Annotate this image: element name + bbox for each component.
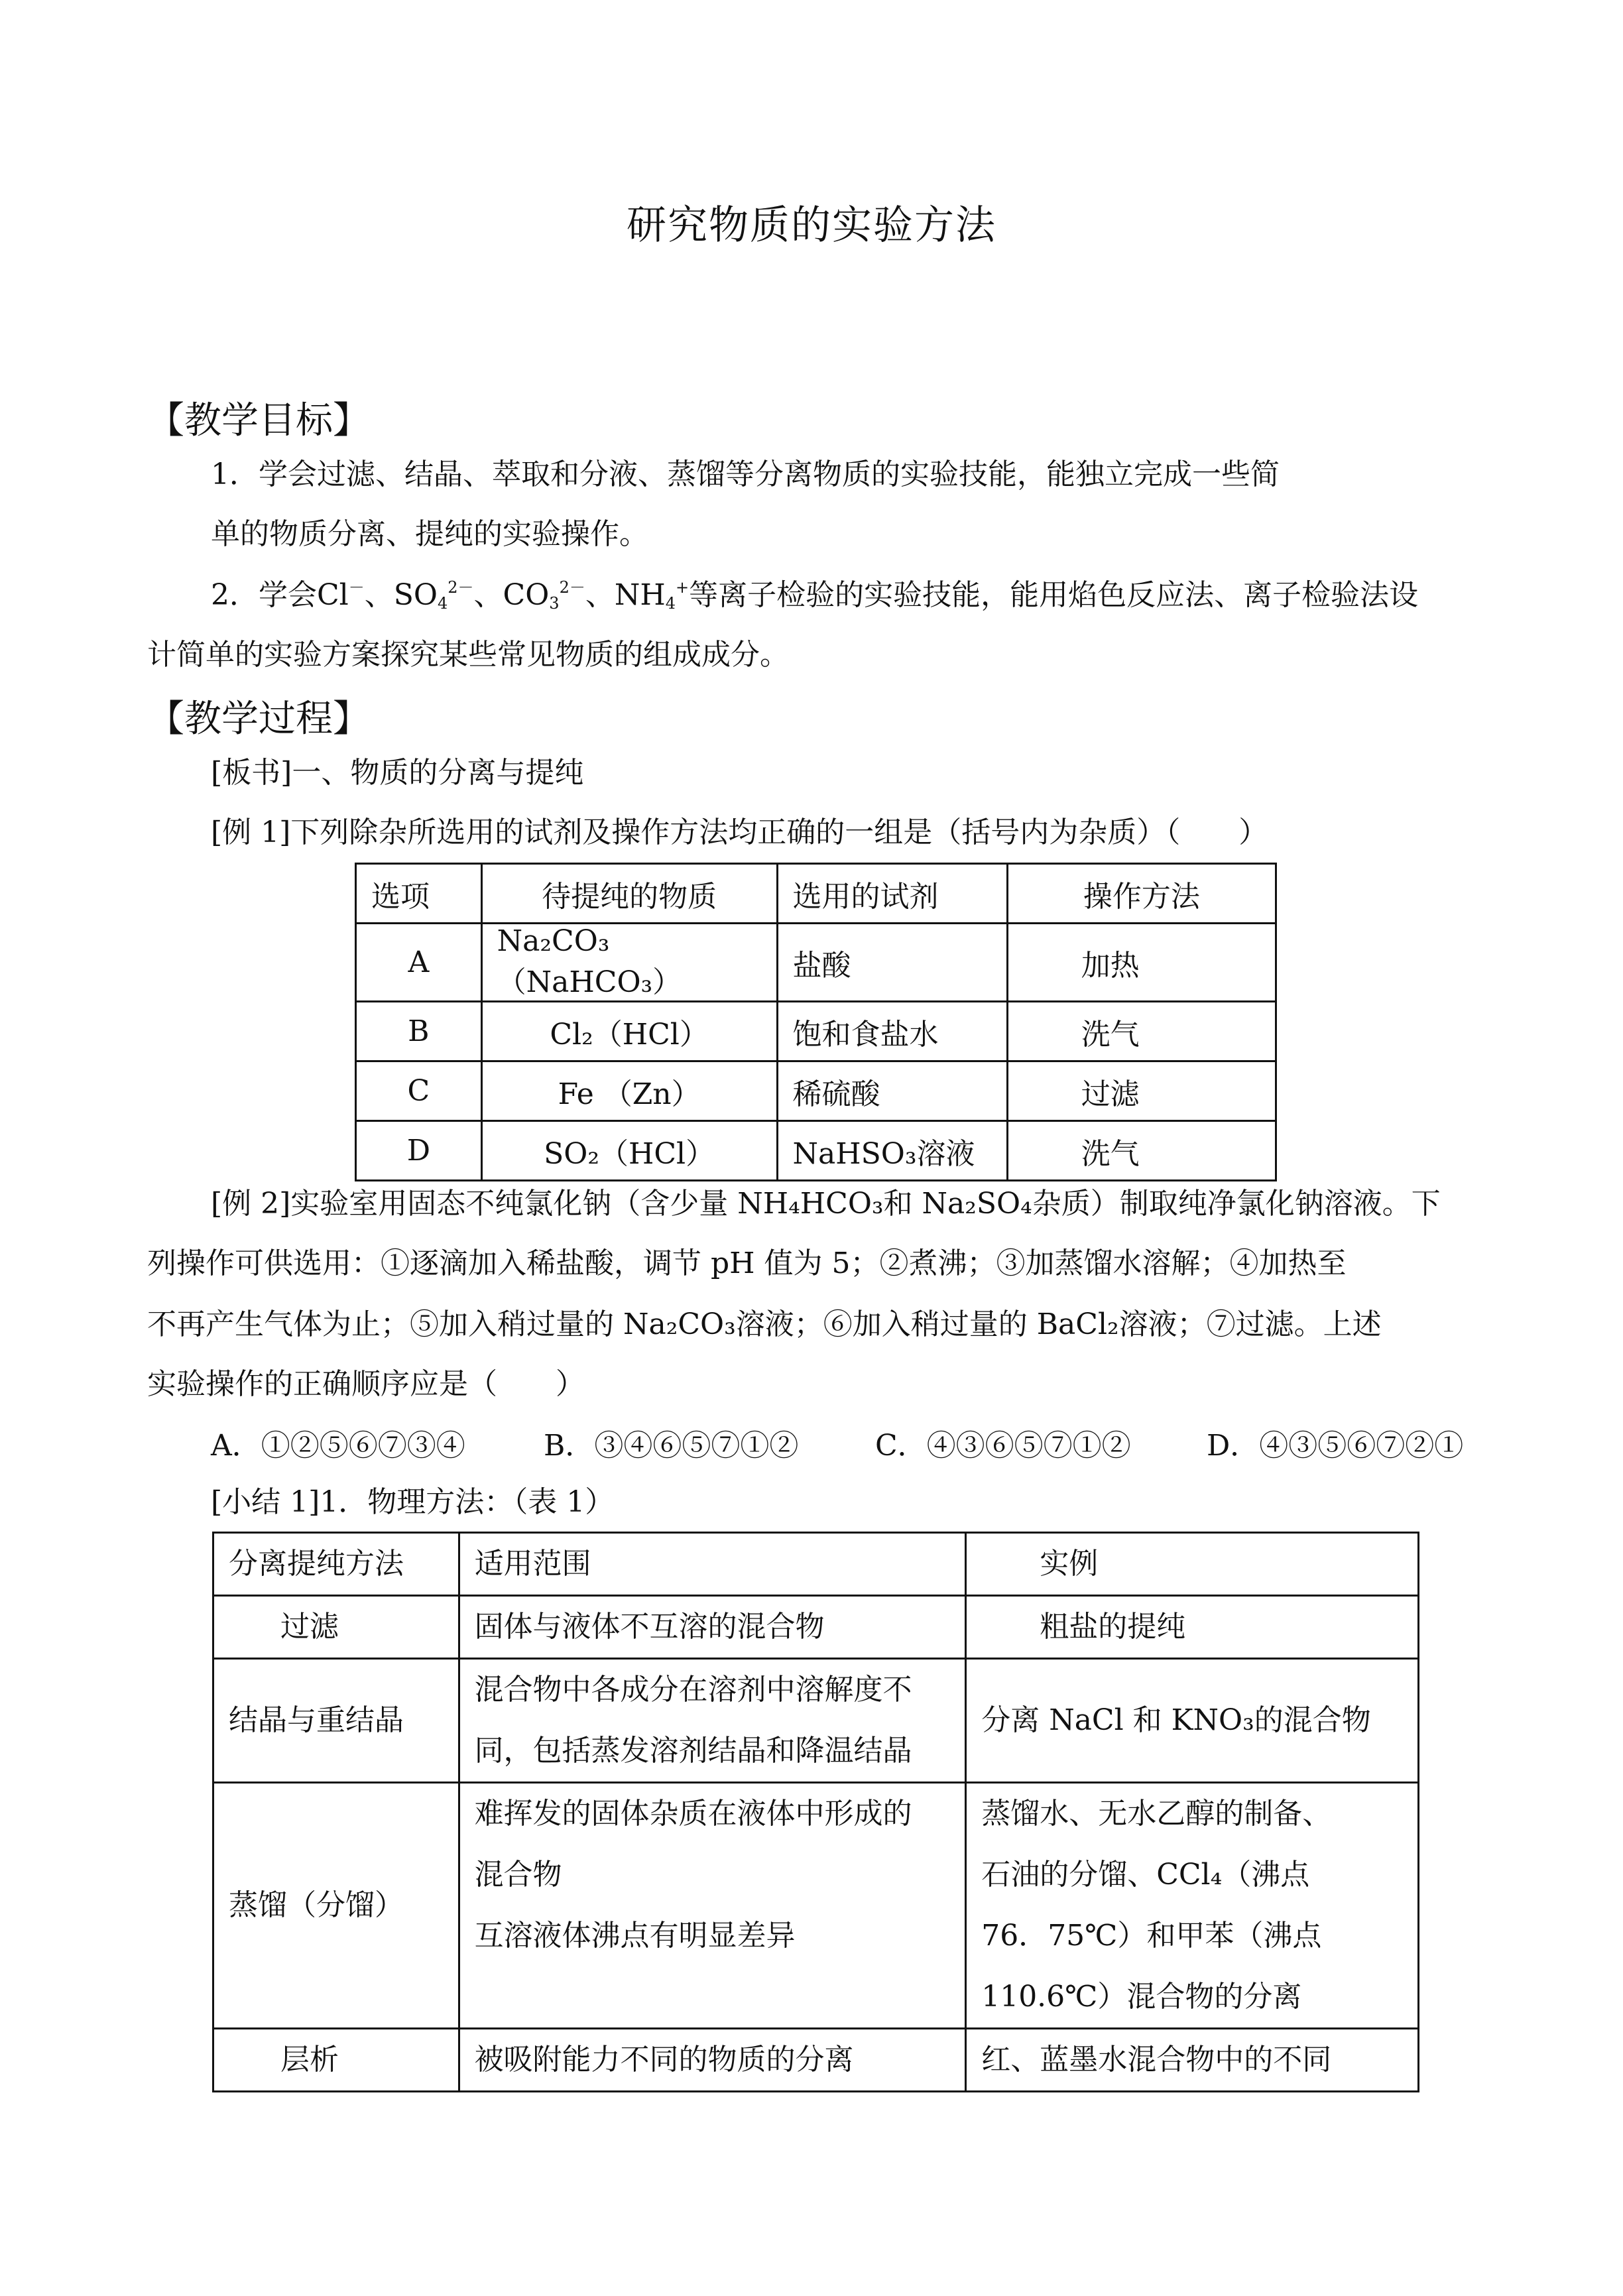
header-cell: 待提纯的物质	[481, 864, 777, 924]
table-row	[356, 1061, 1276, 1121]
table-row	[213, 1783, 1419, 2029]
example1-question: [例 1]下列除杂所选用的试剂及操作方法均正确的一组是（括号内为杂质）（ ）	[211, 816, 1268, 849]
option-cell: A	[356, 924, 482, 1002]
page-title: 研究物质的实验方法	[627, 202, 996, 249]
example2-option-a: A．①②⑤⑥⑦③④	[211, 1429, 465, 1463]
example-cell: 蒸馏水、无水乙醇的制备、 石油的分馏、CCl₄（沸点 76．75℃）和甲苯（沸点 110.6℃）混合物的分离	[966, 1783, 1419, 2029]
method-cell: 过滤	[213, 1596, 459, 1659]
reagent-cell: 盐酸	[777, 924, 1007, 1002]
objective-2-line1	[211, 578, 1418, 613]
summary1-label: [小结 1]1．物理方法：（表 1）	[211, 1485, 615, 1519]
table-row	[213, 2029, 1419, 2092]
reagent-cell: 稀硫酸	[777, 1061, 1007, 1121]
header-cell: 选用的试剂	[777, 864, 1007, 924]
header-cell: 适用范围	[459, 1533, 966, 1596]
substance-cell: Fe （Zn）	[481, 1061, 777, 1121]
board-note: [板书]一、物质的分离与提纯	[211, 756, 584, 790]
substance-cell: Cl₂（HCl）	[481, 1002, 777, 1061]
method-cell: 结晶与重结晶	[213, 1659, 459, 1783]
option-cell: C	[356, 1061, 482, 1121]
header-cell: 操作方法	[1007, 864, 1276, 924]
option-cell: D	[356, 1121, 482, 1181]
substance-cell: SO₂（HCl）	[481, 1121, 777, 1181]
reagent-cell: NaHSO₃溶液	[777, 1121, 1007, 1181]
scope-cell: 固体与液体不互溶的混合物	[459, 1596, 966, 1659]
table-row	[213, 1596, 1419, 1659]
objective-2-suffix: 等离子检验的实验技能，能用焰色反应法、离子检验法设	[689, 578, 1419, 612]
example2-option-c: C．④③⑥⑤⑦①②	[875, 1429, 1131, 1463]
scope-cell: 混合物中各成分在溶剂中溶解度不 同，包括蒸发溶剂结晶和降温结晶	[459, 1659, 966, 1783]
example-cell: 红、蓝墨水混合物中的不同	[966, 2029, 1419, 2092]
method-cell: 蒸馏（分馏）	[213, 1783, 459, 2029]
header-cell: 选项	[356, 864, 482, 924]
method-cell: 加热	[1007, 924, 1276, 1002]
header-cell: 实例	[966, 1533, 1419, 1596]
separation-methods-table	[212, 1532, 1419, 2092]
objectives-heading: 【教学目标】	[147, 399, 370, 442]
example2-option-b: B．③④⑥⑤⑦①②	[544, 1429, 799, 1463]
header-cell: 分离提纯方法	[213, 1533, 459, 1596]
example2-line2: 列操作可供选用：①逐滴加入稀盐酸，调节 pH 值为 5；②煮沸；③加蒸馏水溶解；④加热至	[147, 1246, 1347, 1280]
example-cell: 粗盐的提纯	[966, 1596, 1419, 1659]
example1-table	[355, 863, 1277, 1181]
example2-line3: 不再产生气体为止；⑤加入稍过量的 Na₂CO₃溶液；⑥加入稍过量的 BaCl₂溶液；⑦过滤。上述	[147, 1307, 1382, 1341]
example2-line4: 实验操作的正确顺序应是（ ）	[147, 1367, 585, 1401]
table-header-row	[356, 864, 1276, 924]
objective-2-prefix: 2．学会	[211, 578, 317, 612]
scope-cell: 难挥发的固体杂质在液体中形成的 混合物 互溶液体沸点有明显差异	[459, 1783, 966, 2029]
table-row	[356, 1121, 1276, 1181]
example2-line1: [例 2]实验室用固态不纯氯化钠（含少量 NH₄HCO₃和 Na₂SO₄杂质）制取纯净氯化钠溶液。下	[211, 1187, 1441, 1221]
ion-formulas: Cl－、$SO_4^{2-}$、$CO_3^{2-}$、$NH_4^+$	[317, 578, 690, 613]
method-cell: 洗气	[1007, 1121, 1276, 1181]
example-cell: 分离 NaCl 和 KNO₃的混合物	[966, 1659, 1419, 1783]
scope-cell: 被吸附能力不同的物质的分离	[459, 2029, 966, 2092]
table-row	[213, 1659, 1419, 1783]
reagent-cell: 饱和食盐水	[777, 1002, 1007, 1061]
method-cell: 洗气	[1007, 1002, 1276, 1061]
objective-1-line2: 单的物质分离、提纯的实验操作。	[211, 517, 648, 551]
table-row	[356, 924, 1276, 1002]
method-cell: 过滤	[1007, 1061, 1276, 1121]
process-heading: 【教学过程】	[147, 697, 370, 741]
method-cell: 层析	[213, 2029, 459, 2092]
objective-1-line1: 1．学会过滤、结晶、萃取和分液、蒸馏等分离物质的实验技能，能独立完成一些简	[211, 457, 1280, 491]
option-cell: B	[356, 1002, 482, 1061]
table-row	[356, 1002, 1276, 1061]
substance-cell: Na₂CO₃（NaHCO₃）	[481, 924, 777, 1002]
objective-2-line2: 计简单的实验方案探究某些常见物质的组成成分。	[147, 638, 789, 672]
example2-option-d: D．④③⑤⑥⑦②①	[1207, 1429, 1464, 1463]
table-header-row	[213, 1533, 1419, 1596]
